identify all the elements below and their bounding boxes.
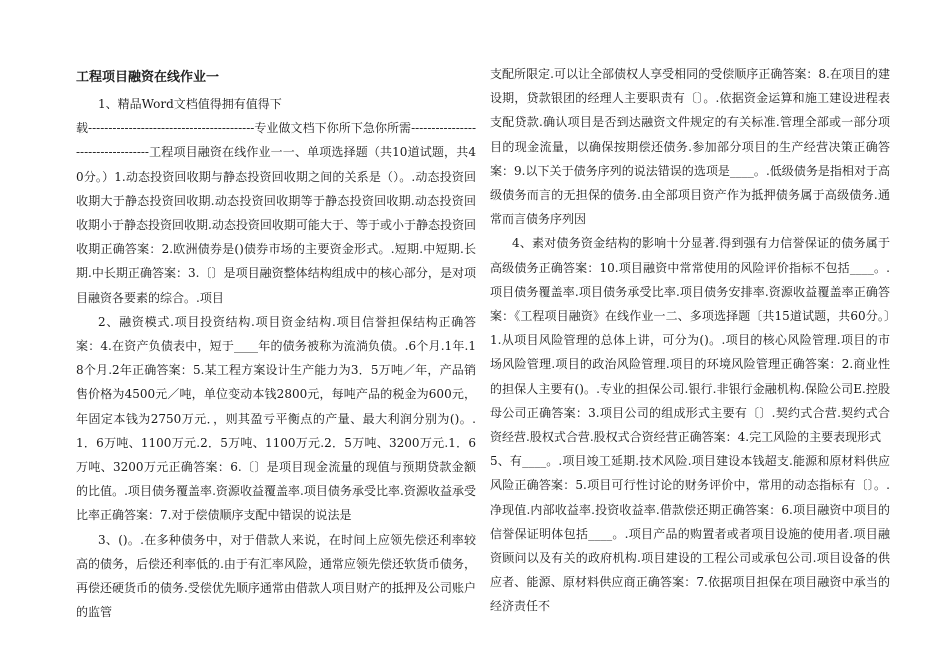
right-column <box>490 62 890 619</box>
paragraph: 1、精品Word文档值得拥有值得下 <box>98 97 282 111</box>
paragraph: 2、融资模式.项目投资结构.项目资金结构.项目信誉担保结构正确答案：4.在资产负债表中，短于____年的债务被称为流淌负债。.6个月.1年.18个月.2年正确答案：5.某工程方案设计生产能力为3．5万吨／年，产品销售价格为4500元／吨，单位变动本钱2800元，每吨产品的税金为600元，年固定本钱为2750万元．，则其盈亏平衡点的产量、最大利润分别为()。.1．6万吨、1100万元.2．5万吨、1100万元.2．5万吨、3200万元.1．6万吨、3200万元正确答案：6.〔〕是项目现金流量的现值与预期贷款金额的比值。.项目债务覆盖率.资源收益覆盖率.项目债务承受比率.资源收益承受比率正确答案：7.对于偿债顺序支配中错误的说法是 <box>76 314 476 523</box>
paragraph: 5、有____。.项目竣工延期.技术风险.项目建设本钱超支.能源和原材料供应风险正确答案：5.项目可行性讨论的财务评价中，常用的动态指标有〔〕。.净现值.内部收益率.投资收益率.借款偿还期正确答案：6.项目融资中项目的信誉保证明体包括____。.项目产品的购置者或者项目设施的使用者.项目融资顾问以及有关的政府机构.项目建设的工程公司或承包公司.项目设备的供应者、能源、原材料供应商正确答案：7.依据项目担保在项目融资中承当的经济责任不 <box>490 454 890 614</box>
document-title: 工程项目融资在线作业一 <box>76 70 220 85</box>
paragraph: 支配所限定.可以让全部债权人享受相同的受偿顺序正确答案：8.在项目的建设期，贷款银团的经理人主要职责有〔〕。.依据资金运算和施工建设进程表支配贷款.确认项目是否到达融资文件规定的有关标准.管理全部或一部分项目的现金流量，以确保按期偿还债务.参加部分项目的生产经营决策正确答案：9.以下关于债务序列的说法错误的选项是____。.低级债务是指相对于高级债务而言的无担保的债务.由全部项目资产作为抵押债务属于高级债务.通常而言债务序列因 <box>490 67 890 227</box>
paragraph: 3、()。.在多种债务中，对于借款人来说，在时间上应领先偿还利率较高的债务，后偿还利率低的.由于有汇率风险，通常应领先偿还软货币债务，再偿还硬货币的债务.受偿优先顺序通常由借款人项目财产的抵押及公司账户的监管 <box>76 532 476 620</box>
left-column <box>76 68 476 624</box>
paragraph: 载-----------------------------------------专业做文档下你所下急你所需----------------------------------工程项目融资在线作业一一、单项选择题（共10道试题，共40分。）1.动态投资回收期与静态投资回收期之间的关系是（）。.动态投资回收期大于静态投资回收期.动态投资回收期等于静态投资回收期.动态投资回收期小于静态投资回收期.动态投资回收期可能大于、等于或小于静态投资回收期正确答案：2.欧洲债券是()债券市场的主要资金形式。.短期.中短期.长期.中长期正确答案：3.〔〕是项目融资整体结构组成中的核心部分，是对项目融资各要素的综合。.项目 <box>76 121 476 305</box>
paragraph: 4、素对债务资金结构的影响十分显著.得到强有力信誉保证的债务属于高级债务正确答案：10.项目融资中常常使用的风险评价指标不包括____。.项目债务覆盖率.项目债务承受比率.项目债务安排率.资源收益覆盖率正确答案：《工程项目融资》在线作业一二、多项选择题〔共15道试题，共60分。〕1.从项目风险管理的总体上讲，可分为()。.项目的核心风险管理.项目的市场风险管理.项目的政治风险管理.项目的环境风险管理正确答案：2.商业性的担保人主要有()。.专业的担保公司.银行.非银行金融机构.保险公司E.控股母公司正确答案：3.项目公司的组成形式主要有〔〕.契约式合营.契约式合资经营.股权式合营.股权式合资经营正确答案：4.完工风险的主要表现形式 <box>490 236 890 445</box>
